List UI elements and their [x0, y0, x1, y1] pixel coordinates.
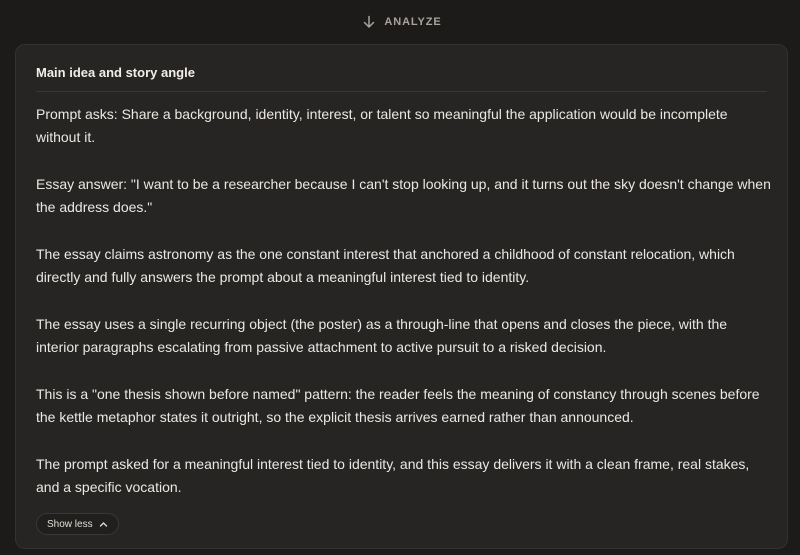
divider	[36, 91, 767, 92]
paragraph-prompt: Prompt asks: Share a background, identity, interest, or talent so meaningful the application would be incomplete without it.	[36, 106, 728, 145]
card-title: Main idea and story angle	[36, 65, 195, 80]
paragraph-structure: The essay uses a single recurring object (the poster) as a through-line that opens and closes the piece, with the interior paragraphs escalating from passive attachment to active pursuit to a risked decision.	[36, 316, 728, 355]
analyze-label: ANALYZE	[384, 16, 442, 28]
analyze-button[interactable]	[362, 15, 441, 29]
paragraph-claim: The essay claims astronomy as the one constant interest that anchored a childhood of constant relocation, which directly and fully answers the prompt about a meaningful interest tied to identity.	[36, 246, 735, 285]
top-bar	[0, 0, 800, 44]
analysis-card	[15, 44, 788, 549]
paragraph-verdict: The prompt asked for a meaningful interest tied to identity, and this essay delivers it with a clean frame, real stakes, and a specific vocation.	[36, 456, 750, 495]
paragraph-essay-answer: Essay answer: "I want to be a researcher because I can't stop looking up, and it turns out the sky doesn't change when the address does."	[36, 176, 771, 215]
paragraph-pattern: This is a "one thesis shown before named" pattern: the reader feels the meaning of constancy through scenes before the kettle metaphor states it outright, so the explicit thesis arrives earned rather than announced.	[36, 386, 760, 425]
show-less-label: Show less	[47, 518, 93, 530]
show-less-button[interactable]	[36, 513, 119, 535]
arrow-down-icon	[362, 15, 376, 29]
analysis-body	[36, 103, 771, 523]
chevron-up-icon	[99, 520, 108, 529]
